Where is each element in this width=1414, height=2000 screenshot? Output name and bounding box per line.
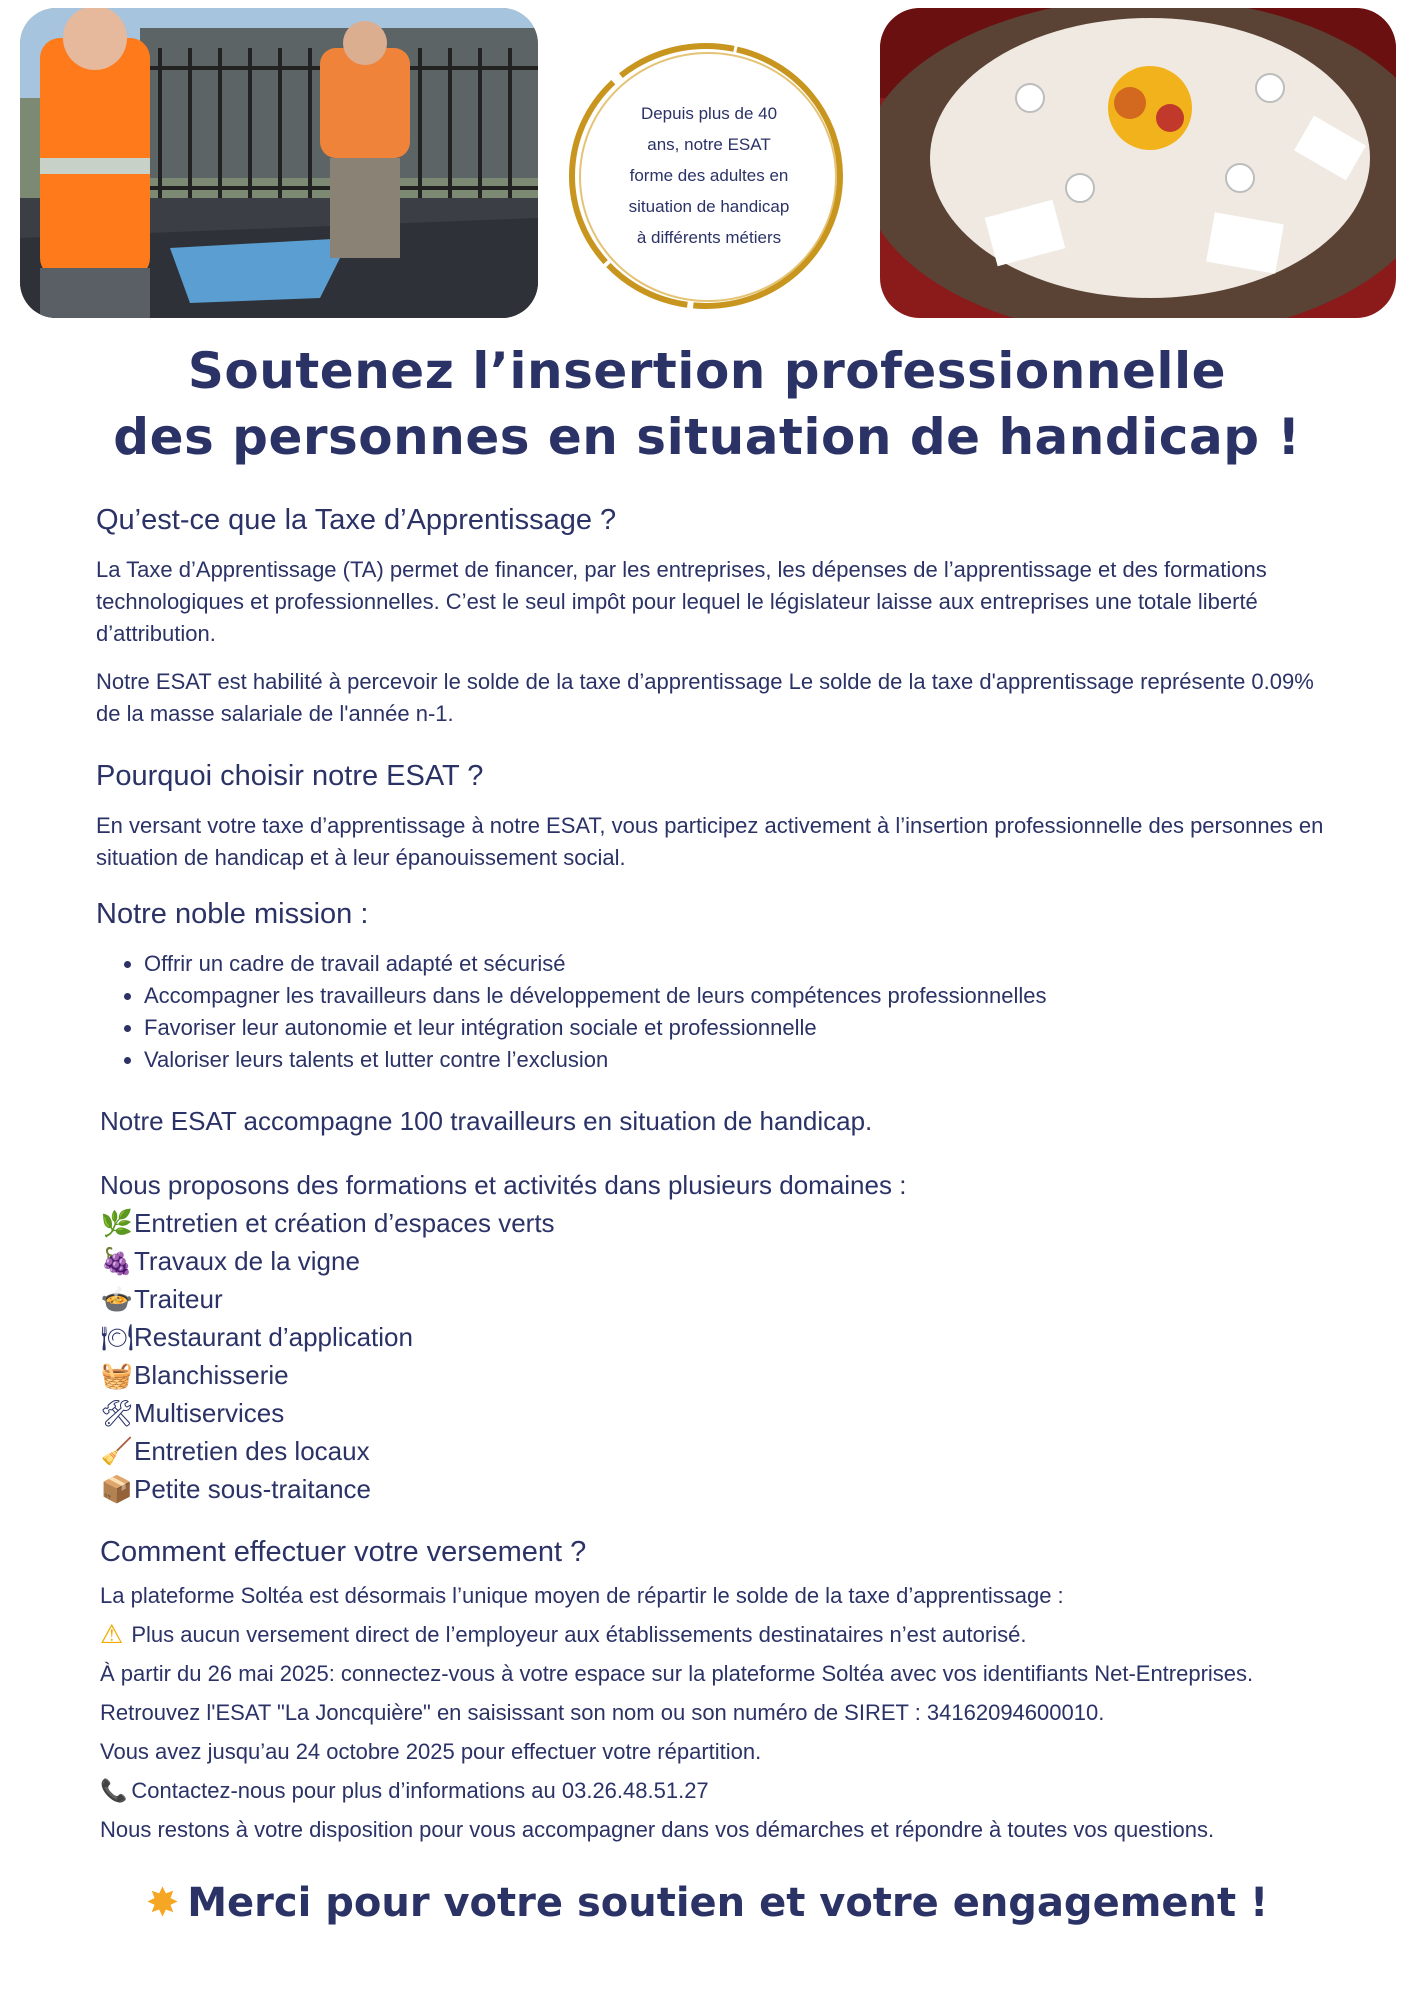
badge-text: Depuis plus de 40 ans, notre ESAT forme des adultes en situation de handicap à différents métiers [628, 104, 790, 247]
domain-item [100, 1432, 1326, 1470]
howto-line-closing: Nous restons à votre disposition pour vous accompagner dans vos démarches et répondre à toutes vos questions. [100, 1817, 1215, 1842]
warning-text: Plus aucun versement direct de l’employeur aux établissements destinataires n’est autorisé. [131, 1622, 1027, 1647]
howto-line-date: À partir du 26 mai 2025: connectez-vous à votre espace sur la plateforme Soltéa avec vos identifiants Net-Entreprises. [100, 1661, 1254, 1686]
warning-icon: ⚠ [100, 1619, 124, 1649]
domains-list [96, 1166, 1326, 1508]
howto-warning [100, 1615, 1326, 1654]
phone-icon: 📞 [100, 1778, 128, 1803]
domain-label: Petite sous-traitance [134, 1474, 372, 1504]
grapes-icon: 🍇 [100, 1246, 134, 1276]
domains-intro: Nous proposons des formations et activités dans plusieurs domaines : [100, 1170, 907, 1200]
mission-item: • Accompagner les travailleurs dans le développement de leurs compétences professionnelles [144, 980, 1326, 1012]
section-why-heading: Pourquoi choisir notre ESAT ? [96, 760, 484, 792]
thank-you-text: Merci pour votre soutien et votre engagement ! [187, 1880, 1269, 1926]
package-icon: 📦 [100, 1474, 134, 1504]
main-content [96, 500, 1326, 1849]
domain-item [100, 1242, 1326, 1280]
page-title [0, 338, 1414, 470]
howto-heading: Comment effectuer votre versement ? [100, 1536, 587, 1568]
domain-label: Blanchisserie [134, 1360, 289, 1390]
mission-item: • Offrir un cadre de travail adapté et sécurisé [144, 948, 1326, 980]
thank-you-banner [0, 1880, 1414, 1926]
sparkle-icon: ✸ [145, 1880, 180, 1926]
mission-item: • Favoriser leur autonomie et leur intégration sociale et professionnelle [144, 1012, 1326, 1044]
howto-line-siret: Retrouvez l'ESAT "La Joncquière" en saisissant son nom ou son numéro de SIRET : 34162094600010. [100, 1700, 1105, 1725]
mission-item: • Valoriser leurs talents et lutter contre l’exclusion [144, 1044, 1326, 1076]
section-why-paragraph: En versant votre taxe d’apprentissage à notre ESAT, vous participez activement à l’insertion professionnelle des personnes en situation de handicap et à leur épanouissement social. [96, 813, 1324, 870]
domain-label: Entretien des locaux [134, 1436, 370, 1466]
photo-workers-landscaping [20, 8, 538, 318]
section-ta-heading: Qu’est-ce que la Taxe d’Apprentissage ? [96, 504, 617, 536]
mission-list [96, 948, 1326, 1076]
plate-cutlery-icon: 🍽 [100, 1322, 134, 1352]
section-ta-paragraph-2: Notre ESAT est habilité à percevoir le solde de la taxe d’apprentissage Le solde de la taxe d'apprentissage représente 0.09% de la masse salariale de l'année n-1. [96, 669, 1314, 726]
domain-item [100, 1394, 1326, 1432]
tools-icon: 🛠 [100, 1398, 134, 1428]
howto-line-platform: La plateforme Soltéa est désormais l’unique moyen de répartir le solde de la taxe d’apprentissage : [100, 1583, 1064, 1608]
title-line-2: des personnes en situation de handicap ! [113, 408, 1301, 466]
iron-icon: 🧺 [100, 1360, 134, 1390]
section-ta-paragraph-1: La Taxe d’Apprentissage (TA) permet de financer, par les entreprises, les dépenses de l’apprentissage et des formations technologiques et professionnelles. C’est le seul impôt pour lequel le législateur laisse aux entreprises une totale liberté d’attribution. [96, 557, 1267, 646]
broom-icon: 🧹 [100, 1436, 134, 1466]
domain-item [100, 1280, 1326, 1318]
domain-item [100, 1470, 1326, 1508]
workers-count-statement: Notre ESAT accompagne 100 travailleurs en situation de handicap. [100, 1106, 873, 1136]
domain-label: Entretien et création d’espaces verts [134, 1208, 555, 1238]
anniversary-badge [556, 34, 862, 318]
howto-line-deadline: Vous avez jusqu’au 24 octobre 2025 pour effectuer votre répartition. [100, 1739, 762, 1764]
domain-label: Traiteur [134, 1284, 223, 1314]
section-mission-heading: Notre noble mission : [96, 898, 369, 930]
domain-item [100, 1204, 1326, 1242]
domain-label: Restaurant d’application [134, 1322, 413, 1352]
payment-instructions [96, 1532, 1326, 1849]
herb-icon: 🌿 [100, 1208, 134, 1238]
title-line-1: Soutenez l’insertion professionnelle [187, 342, 1227, 400]
food-bowl-icon: 🍲 [100, 1284, 134, 1314]
domain-item [100, 1356, 1326, 1394]
contact-text: Contactez-nous pour plus d’informations au 03.26.48.51.27 [131, 1778, 709, 1803]
domain-label: Travaux de la vigne [134, 1246, 360, 1276]
howto-contact [100, 1771, 1326, 1810]
domain-label: Multiservices [134, 1398, 285, 1428]
domain-item [100, 1318, 1326, 1356]
photo-restaurant-table [880, 8, 1396, 318]
